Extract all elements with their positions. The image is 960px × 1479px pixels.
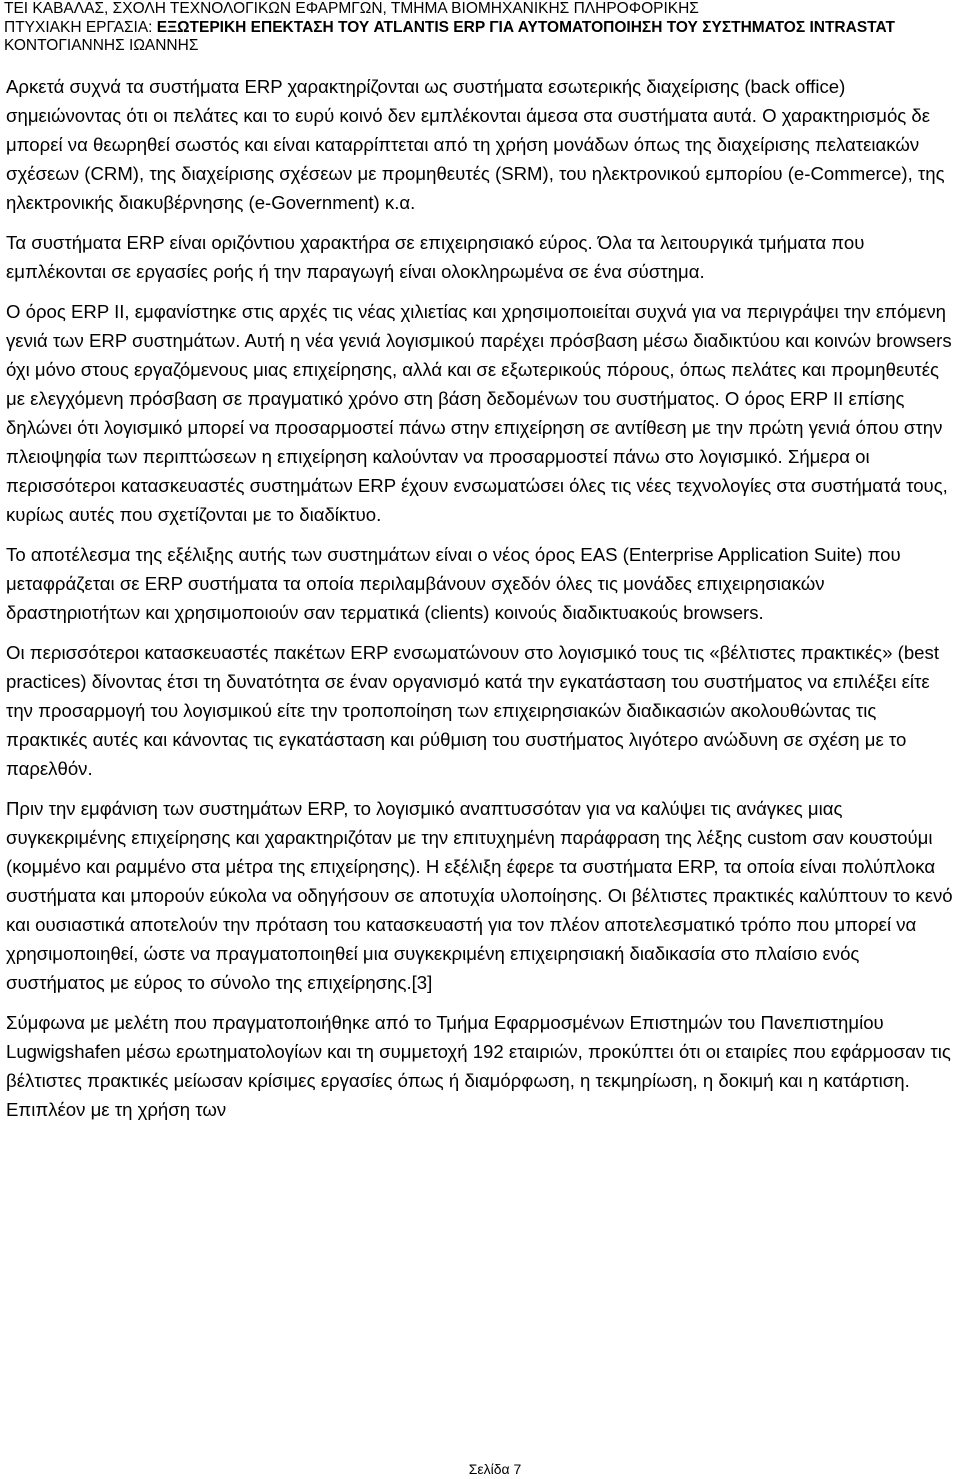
paragraph: Ο όρος ERP II, εμφανίστηκε στις αρχές τις νέας χιλιετίας και χρησιμοποιείται συχνά για να περιγράψει την επόμενη γενιά των ERP συστημάτων. Αυτή η νέα γενιά λογισμικού παρέχει πρόσβαση μέσω διαδικτύου και κοινών browsers όχι μόνο στους εργαζόμενους μιας επιχείρησης, αλλά και σε εξωτερικούς πόρους, όπως πελάτες και προμηθευτές με ελεγχόμενη πρόσβαση σε πραγματικό χρόνο στη βάση δεδομένων του συστήματος. Ο όρος ERP II επίσης δηλώνει ότι λογισμικό μπορεί να προσαρμοστεί πάνω στην επιχείρηση σε αντίθεση με την πρώτη γενιά όπου στην πλειοψηφία των περιπτώσεων η επιχείρηση καλούνταν να προσαρμοστεί πάνω στο λογισμικό. Σήμερα οι περισσότεροι κατασκευαστές συστημάτων ERP έχουν ενσωματώσει όλες τις νέες τεχνολογίες στα συστήματά τους, κυρίως αυτές που σχετίζονται με το διαδίκτυο. [6,301,952,525]
paragraph: Οι περισσότεροι κατασκευαστές πακέτων ERP ενσωματώνουν στο λογισμικό τους τις «βέλτιστες πρακτικές» (best practices) δίνοντας έτσι τη δυνατότητα σε έναν οργανισμό κατά την εγκατάσταση του συστήματος να επιλέξει είτε την προσαρμογή του λογισμικού είτε την τροποποίηση των επιχειρησιακών διαδικασιών ακολουθώντας τις πρακτικές αυτές και κάνοντας τις εγκατάσταση και ρύθμιση του συστήματος λιγότερο ανώδυνη σε σχέση με το παρελθόν. [6,642,939,779]
paragraph: Τα συστήματα ERP είναι οριζόντιου χαρακτήρα σε επιχειρησιακό εύρος. Όλα τα λειτουργικά τμήματα που εμπλέκονται σε εργασίες ροής ή την παραγωγή είναι ολοκληρωμένα σε ένα σύστημα. [6,232,865,282]
paragraph: Πριν την εμφάνιση των συστημάτων ERP, το λογισμικό αναπτυσσόταν για να καλύψει τις ανάγκες μιας συγκεκριμένης επιχείρησης και χαρακτηριζόταν με την επιτυχημένη παράφραση της λέξης custom σαν κουστούμι (κομμένο και ραμμένο στα μέτρα της επιχείρησης). Η εξέλιξη έφερε τα συστήματα ERP, τα οποία είναι πολύπλοκα συστήματα και μπορούν εύκολα να οδηγήσουν σε αποτυχία υλοποίησης. Οι βέλτιστες πρακτικές καλύπτουν το κενό και ουσιαστικά αποτελούν την πρόταση του κατασκευαστή για τον πλέον αποτελεσματικό τρόπο που μπορεί να χρησιμοποιηθεί, ώστε να πραγματοποιηθεί μια συγκεκριμένη επιχειρησιακή διαδικασία στο πλαίσιο ενός συστήματος με εύρος το σύνολο της επιχείρησης.[3] [6,798,953,993]
thesis-title-line [4,19,956,38]
paragraph: Αρκετά συχνά τα συστήματα ERP χαρακτηρίζονται ως συστήματα εσωτερικής διαχείρισης (back office) σημειώνοντας ότι οι πελάτες και το ευρύ κοινό δεν εμπλέκονται άμεσα στα συστήματα αυτά. Ο χαρακτηρισμός δε μπορεί να θεωρηθεί σωστός και είναι καταρρίπτεται από τη χρήση μονάδων όπως της διαχείρισης πελατειακών σχέσεων (CRM), της διαχείρισης σχέσεων με προμηθευτές (SRM), του ηλεκτρονικού εμπορίου (e-Commerce), της ηλεκτρονικής διακυβέρνησης (e-Government) κ.α. [6,76,945,213]
paragraph: Το αποτέλεσμα της εξέλιξης αυτής των συστημάτων είναι ο νέος όρος EAS (Enterprise Application Suite) που μεταφράζεται σε ERP συστήματα τα οποία περιλαμβάνουν σχεδόν όλες τις μονάδες επιχειρησιακών δραστηριοτήτων και χρησιμοποιούν σαν τερματικά (clients) κοινούς διαδικτυακούς browsers. [6,544,901,623]
thesis-label: ΠΤΥΧΙΑΚΗ ΕΡΓΑΣΙΑ: [4,18,153,36]
page-number: Σελίδα 7 [468,1461,522,1477]
document-body [6,72,956,1135]
page-footer [0,1460,960,1478]
page-header [4,0,956,56]
paragraph: Σύμφωνα με μελέτη που πραγματοποιήθηκε από το Τμήμα Εφαρμοσμένων Επιστημών του Πανεπιστημίου Lugwigshafen μέσω ερωτηματολογίων και τη συμμετοχή 192 εταιριών, προκύπτει ότι οι εταιρίες που εφάρμοσαν τις βέλτιστες πρακτικές μείωσαν κρίσιμες εργασίες όπως ή διαμόρφωση, η τεκμηρίωση, η δοκιμή και η κατάρτιση. Επιπλέον με τη χρήση των [6,1012,951,1120]
institution-line: ΤΕΙ ΚΑΒΑΛΑΣ, ΣΧΟΛΗ ΤΕΧΝΟΛΟΓΙΚΩΝ ΕΦΑΡΜΓΩΝ, ΤΜΗΜΑ ΒΙΟΜΗΧΑΝΙΚΗΣ ΠΛΗΡΟΦΟΡΙΚΗΣ [4,0,699,17]
author-line: ΚΟΝΤΟΓΙΑΝΝΗΣ ΙΩΑΝΝΗΣ [4,37,199,54]
thesis-title: ΕΞΩΤΕΡΙΚΗ ΕΠΕΚΤΑΣΗ ΤΟΥ ATLANTIS ERP ΓΙΑ ΑΥΤΟΜΑΤΟΠΟΙΗΣΗ ΤΟΥ ΣΥΣΤΗΜΑΤΟΣ INTRASTAT [156,18,895,36]
